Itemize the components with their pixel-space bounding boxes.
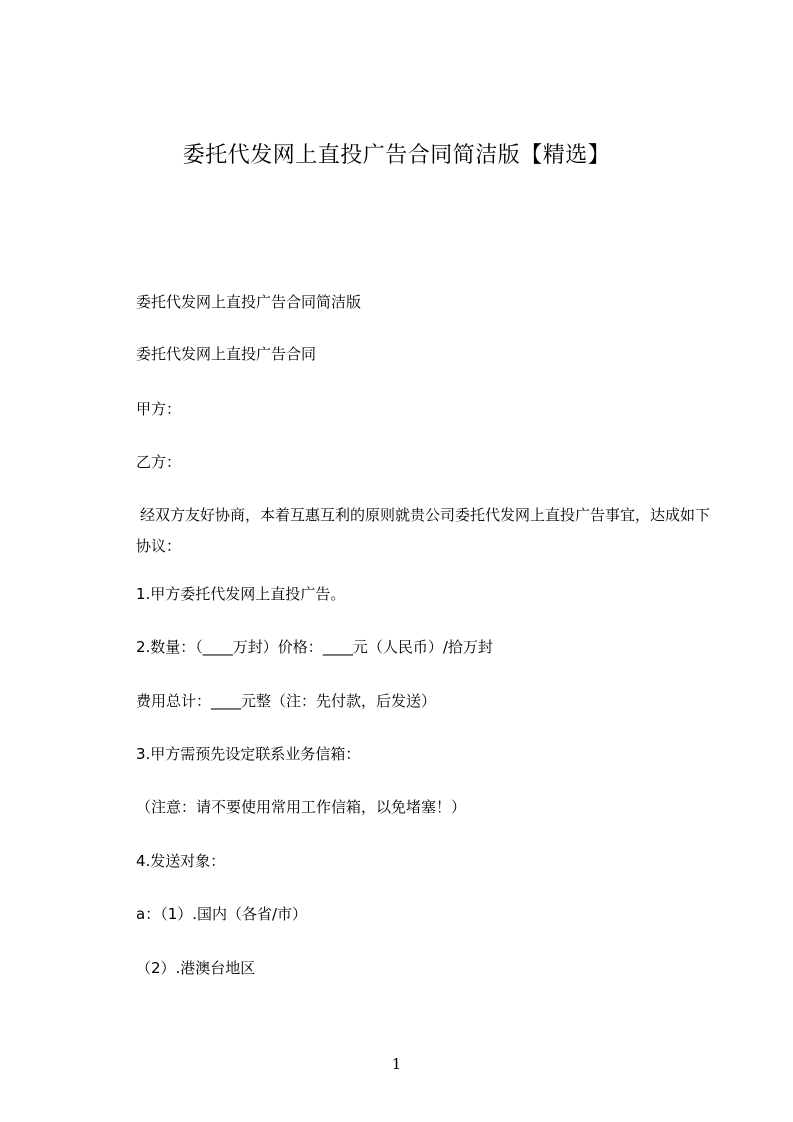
paragraph-target-hk-macau-tw: （2）.港澳台地区 (136, 959, 256, 977)
paragraph-party-b: 乙方： (136, 453, 182, 471)
paragraph-target-domestic: a：（1）.国内（各省/市） (136, 905, 308, 923)
paragraph-clause-1: 1.甲方委托代发网上直投广告。 (136, 585, 346, 603)
paragraph-note: （注意：请不要使用常用工作信箱，以免堵塞！） (136, 798, 467, 816)
paragraph-clause-4: 4.发送对象： (136, 852, 226, 870)
paragraph-total-cost: 费用总计：____元整（注：先付款，后发送） (136, 692, 437, 710)
paragraph-clause-3: 3.甲方需预先设定联系业务信箱： (136, 745, 361, 763)
paragraph-agreement-intro: 经双方友好协商，本着互惠互利的原则就贵公司委托代发网上直投广告事宜，达成如下协议： (136, 506, 711, 555)
page-number: 1 (391, 1055, 402, 1073)
paragraph-contract-name: 委托代发网上直投广告合同 (136, 345, 317, 363)
paragraph-party-a: 甲方： (136, 400, 182, 418)
paragraph-clause-2: 2.数量：（____万封）价格：____元（人民币）/拾万封 (136, 638, 493, 656)
document-title: 委托代发网上直投广告合同简洁版【精选】 (182, 143, 611, 168)
paragraph-subtitle: 委托代发网上直投广告合同简洁版 (136, 293, 362, 311)
